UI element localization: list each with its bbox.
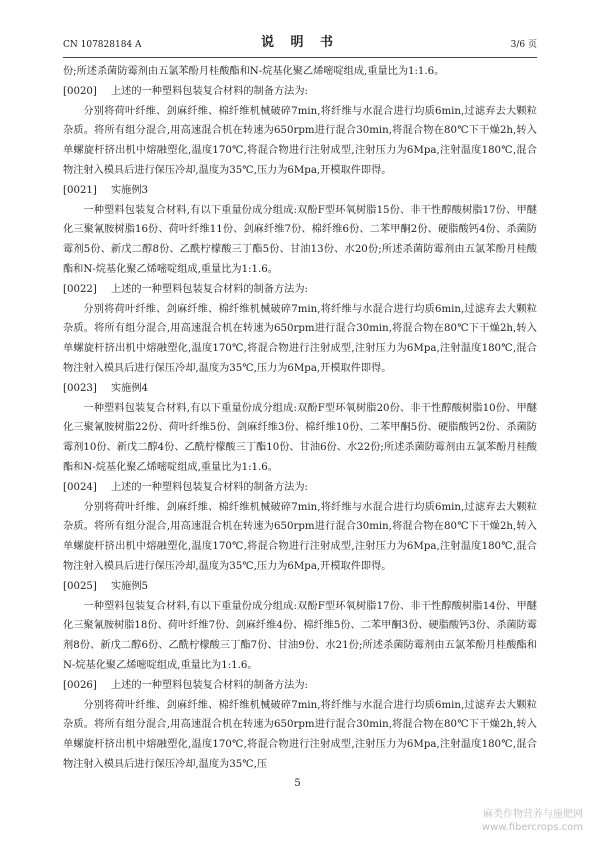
document-body	[63, 62, 537, 775]
paragraph-text: 一种塑料包装复合材料,有以下重量份成分组成:双酚F型环氧树脂20份、非干性醇酸树脂10份、甲醚化三聚氰胺树脂22份、荷叶纤维5份、剑麻纤维3份、棉纤维10份、二苯甲酮5份、硬脂酸钙2份、杀菌防霉剂10份、新戊二醇4份、乙酰柠檬酸三丁酯10份、甘油6份、水22份;所述杀菌防霉剂由五氯苯酚月桂酸酯和N-烷基化聚乙烯嘧啶组成,重量比为1:1.6。	[63, 402, 537, 473]
document-title: 说 明 书	[260, 35, 340, 50]
paragraph-number: [0025]	[63, 580, 97, 592]
paragraph-text: 分别将荷叶纤维、剑麻纤维、棉纤维机械破碎7min,将纤维与水混合进行均质6min,过滤弃去大颗粒杂质。将所有组分混合,用高速混合机在转速为650rpm进行混合30min,将混合物在80℃下干燥2h,转入单螺旋杆挤出机中熔融塑化,温度170℃,将混合物进行注射成型,注射压力为6Mpa,注射温度180℃,混合物注射入模具后进行保压冷却,温度为35℃,压力为6Mpa,开模取件即得。	[63, 303, 537, 374]
paragraph-text: 一种塑料包装复合材料,有以下重量份成分组成:双酚F型环氧树脂15份、非干性醇酸树脂17份、甲醚化三聚氰胺树脂16份、荷叶纤维11份、剑麻纤维7份、棉纤维6份、二苯甲酮2份、硬脂酸钙4份、杀菌防霉剂5份、新戊二醇8份、乙酰柠檬酸三丁酯5份、甘油13份、水20份;所述杀菌防霉剂由五氯苯酚月桂酸酯和N-烷基化聚乙烯嘧啶组成,重量比为1:1.6。	[63, 204, 537, 275]
watermark-url: www.fibercrops.com	[481, 822, 583, 833]
paragraph	[63, 300, 537, 379]
paragraph-text: 实施例5	[111, 580, 149, 592]
numbered-paragraph	[63, 676, 537, 696]
paragraph-number: [0021]	[63, 184, 97, 196]
numbered-paragraph	[63, 82, 537, 102]
paragraph	[63, 696, 537, 775]
page-header	[63, 36, 537, 54]
paragraph-text: 上述的一种塑料包装复合材料的制备方法为:	[111, 85, 308, 97]
numbered-paragraph	[63, 181, 537, 201]
paragraph-text: 上述的一种塑料包装复合材料的制备方法为:	[111, 481, 308, 493]
paragraph	[63, 201, 537, 280]
paragraph-number: [0026]	[63, 679, 97, 691]
page-indicator: 3/6 页	[510, 40, 537, 50]
numbered-paragraph	[63, 379, 537, 399]
paragraph-number: [0023]	[63, 382, 97, 394]
paragraph-number: [0022]	[63, 283, 97, 295]
paragraph-text: 份;所述杀菌防霉剂由五氯苯酚月桂酸酯和N-烷基化聚乙烯嘧啶组成,重量比为1:1.6。	[63, 66, 445, 77]
paragraph-number: [0020]	[63, 85, 97, 97]
paragraph-text: 一种塑料包装复合材料,有以下重量份成分组成:双酚F型环氧树脂17份、非干性醇酸树脂14份、甲醚化三聚氰胺树脂18份、荷叶纤维7份、剑麻纤维4份、棉纤维5份、二苯甲酮3份、硬脂酸钙3份、杀菌防霉剂8份、新戊二醇6份、乙酰柠檬酸三丁酯7份、甘油9份、水21份;所述杀菌防霉剂由五氯苯酚月桂酸酯和N-烷基化聚乙烯嘧啶组成,重量比为1:1.6。	[63, 600, 537, 671]
paragraph-number: [0024]	[63, 481, 97, 493]
header-rule	[63, 57, 537, 58]
numbered-paragraph	[63, 577, 537, 597]
paragraph-text: 上述的一种塑料包装复合材料的制备方法为:	[111, 679, 308, 691]
patent-number: CN 107828184 A	[63, 40, 142, 50]
paragraph	[63, 498, 537, 577]
numbered-paragraph	[63, 280, 537, 300]
watermark-text: 麻类作物营养与施肥网	[483, 809, 583, 820]
numbered-paragraph	[63, 478, 537, 498]
paragraph-text: 上述的一种塑料包装复合材料的制备方法为:	[111, 283, 308, 295]
paragraph-text: 分别将荷叶纤维、剑麻纤维、棉纤维机械破碎7min,将纤维与水混合进行均质6min,过滤弃去大颗粒杂质。将所有组分混合,用高速混合机在转速为650rpm进行混合30min,将混合物在80℃下干燥2h,转入单螺旋杆挤出机中熔融塑化,温度170℃,将混合物进行注射成型,注射压力为6Mpa,注射温度180℃,混合物注射入模具后进行保压冷却,温度为35℃,压力为6Mpa,开模取件即得。	[63, 105, 537, 176]
paragraph	[63, 399, 537, 478]
paragraph-text: 分别将荷叶纤维、剑麻纤维、棉纤维机械破碎7min,将纤维与水混合进行均质6min,过滤弃去大颗粒杂质。将所有组分混合,用高速混合机在转速为650rpm进行混合30min,将混合物在80℃下干燥2h,转入单螺旋杆挤出机中熔融塑化,温度170℃,将混合物进行注射成型,注射压力为6Mpa,注射温度180℃,混合物注射入模具后进行保压冷却,温度为35℃,压	[63, 699, 537, 770]
paragraph	[63, 597, 537, 676]
paragraph	[63, 62, 537, 82]
paragraph-text: 分别将荷叶纤维、剑麻纤维、棉纤维机械破碎7min,将纤维与水混合进行均质6min,过滤弃去大颗粒杂质。将所有组分混合,用高速混合机在转速为650rpm进行混合30min,将混合物在80℃下干燥2h,转入单螺旋杆挤出机中熔融塑化,温度170℃,将混合物进行注射成型,注射压力为6Mpa,注射温度180℃,混合物注射入模具后进行保压冷却,温度为35℃,压力为6Mpa,开模取件即得。	[63, 501, 537, 572]
page-number: 5	[294, 778, 301, 789]
paragraph	[63, 102, 537, 181]
site-watermark	[482, 808, 583, 834]
paragraph-text: 实施例3	[111, 184, 149, 196]
paragraph-text: 实施例4	[111, 382, 149, 394]
